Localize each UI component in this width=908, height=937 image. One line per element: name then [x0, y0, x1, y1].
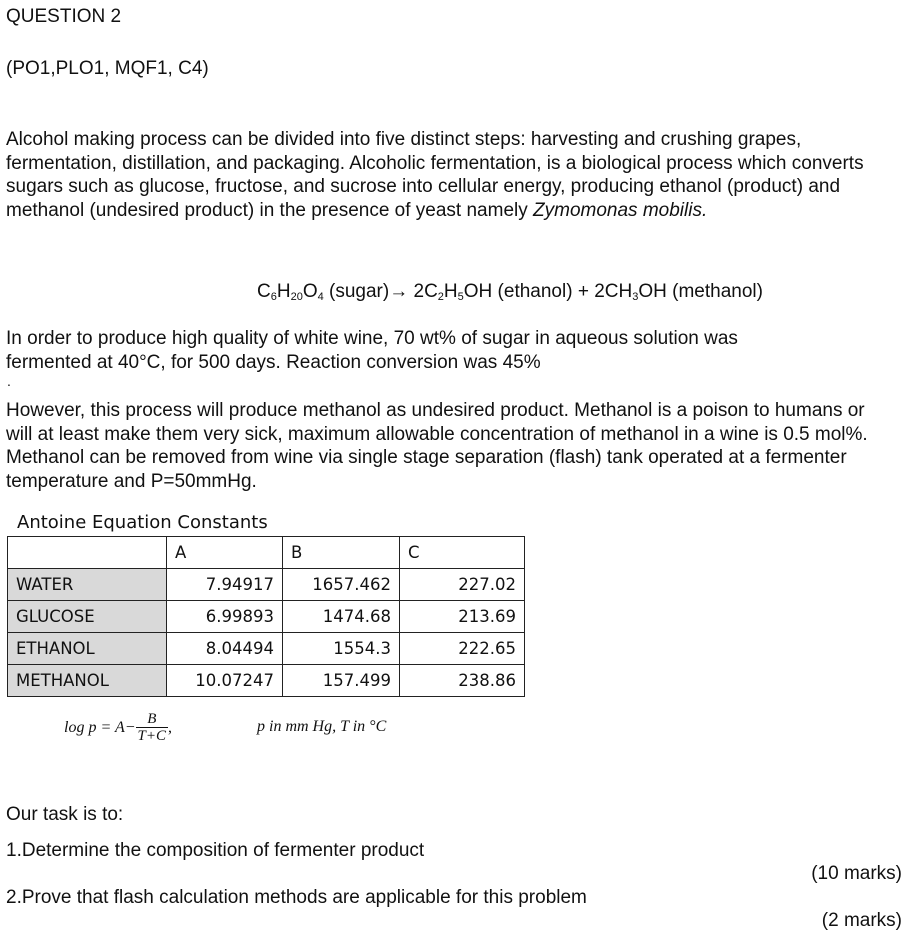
header-b: B [283, 537, 400, 569]
equation-numerator: B [147, 711, 157, 728]
header-a: A [167, 537, 283, 569]
question-heading: QUESTION 2 [6, 6, 122, 27]
tasks-intro: Our task is to: [6, 804, 124, 825]
cell-a: 8.04494 [167, 633, 283, 665]
fermentation-paragraph: In order to produce high quality of white wine, 70 wt% of sugar in aqueous solution was fermented at 40°C, for 500 days. Reaction conversion was 45% [6, 328, 738, 373]
intro-text: Alcohol making process can be divided into five distinct steps: harvesting and crushing grapes, fermentation, distillation, and packaging. Alcoholic fermentation, is a biological process which converts sugars such as glucose, fructose, and sucrose into cellular energy, producing ethanol (product) and methanol (undesired product) in the presence of yeast namely [6, 129, 864, 221]
antoine-table [7, 536, 525, 697]
task-item-1: 1.Determine the composition of fermenter product [6, 840, 425, 861]
stray-mark: . [7, 373, 11, 389]
table-row [8, 633, 525, 665]
reaction-arrow: → [389, 281, 414, 302]
header-c: C [400, 537, 525, 569]
equation-denominator: T+C [137, 728, 167, 745]
cell-c: 238.86 [400, 665, 525, 697]
antoine-equation [64, 708, 172, 748]
table-corner-cell [8, 537, 167, 569]
methanol-paragraph: However, this process will produce methanol as undesired product. Methanol is a poison to humans or will at least make them very sick, maximum allowable concentration of methanol in a wine is 0.5 mol%. Methanol can be removed from wine via single stage separation (flash) tank operated at a fermenter temperature and P=50mmHg. [6, 400, 868, 492]
equation-lhs: log p = A− [64, 719, 136, 736]
task-1-marks: (10 marks) [811, 863, 902, 884]
task-item-2: 2.Prove that flash calculation methods are applicable for this problem [6, 887, 587, 908]
cell-a: 7.94917 [167, 569, 283, 601]
equation-fraction [136, 711, 168, 745]
equation-comma: , [168, 719, 173, 736]
cell-b: 1554.3 [283, 633, 400, 665]
table-row [8, 569, 525, 601]
antoine-title: Antoine Equation Constants [17, 512, 268, 533]
intro-paragraph [6, 128, 896, 222]
cell-c: 227.02 [400, 569, 525, 601]
reaction-equation: $C_6H_{20}O_4$ (sugar)→ $2C_2H_5OH$ (ethanol) + $2CH_3OH$ (methanol) [257, 281, 763, 303]
cell-b: 1657.462 [283, 569, 400, 601]
cell-c: 213.69 [400, 601, 525, 633]
cell-a: 10.07247 [167, 665, 283, 697]
cell-b: 1474.68 [283, 601, 400, 633]
task-2-marks: (2 marks) [821, 910, 902, 931]
row-label: METHANOL [8, 665, 167, 697]
cell-b: 157.499 [283, 665, 400, 697]
cell-c: 222.65 [400, 633, 525, 665]
organism-name: Zymomonas mobilis. [533, 199, 708, 221]
equation-units: p in mm Hg, T in °C [257, 718, 387, 735]
row-label: ETHANOL [8, 633, 167, 665]
table-row [8, 665, 525, 697]
question-codes: (PO1,PLO1, MQF1, C4) [6, 58, 209, 79]
row-label: WATER [8, 569, 167, 601]
table-header-row [8, 537, 525, 569]
cell-a: 6.99893 [167, 601, 283, 633]
row-label: GLUCOSE [8, 601, 167, 633]
table-row [8, 601, 525, 633]
